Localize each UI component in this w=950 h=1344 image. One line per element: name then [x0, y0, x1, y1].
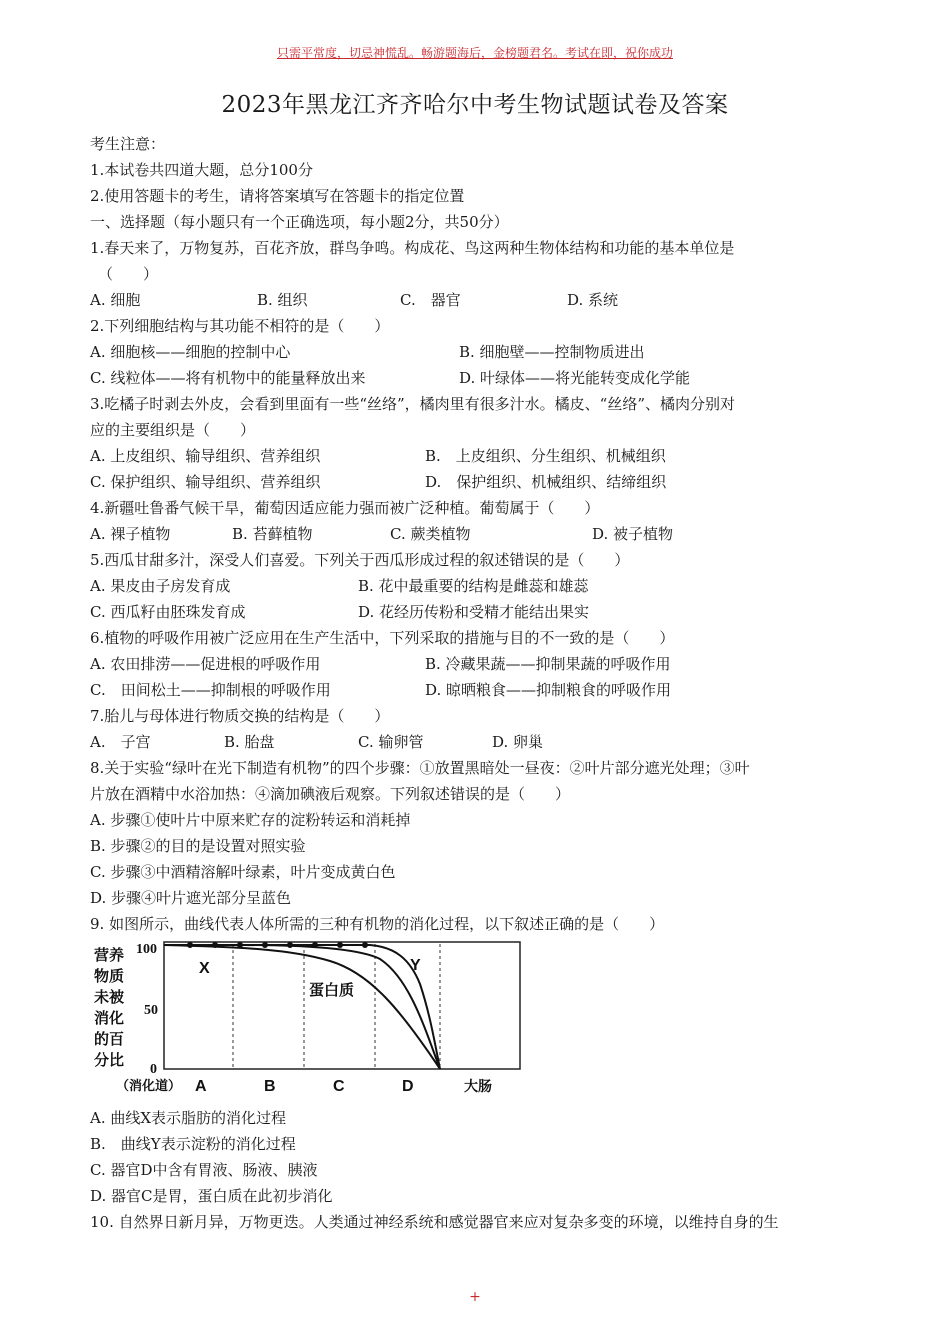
notice-item: 1.本试卷共四道大题，总分100分 — [90, 161, 313, 179]
option-a: A. 细胞 — [90, 291, 141, 309]
digestion-figure — [90, 939, 530, 1099]
curve-dot — [187, 942, 193, 948]
top-banner: 只需平常度，切忌神慌乱。畅游题海后，金榜题君名。考试在即，祝你成功 — [276, 46, 673, 60]
option-a: A. 上皮组织、输导组织、营养组织 — [90, 447, 321, 465]
option-a: A. 农田排涝——促进根的呼吸作用 — [90, 655, 321, 673]
question-stem: 2.下列细胞结构与其功能不相符的是（ ） — [90, 317, 390, 335]
option-a: A. 细胞核——细胞的控制中心 — [90, 343, 291, 361]
y-label-line: 分比 — [94, 1052, 125, 1069]
question-stem: 片放在酒精中水浴加热：④滴加碘液后观察。下列叙述错误的是（ ） — [90, 785, 571, 803]
option-row — [90, 599, 880, 625]
x-tick-label: B — [264, 1078, 276, 1095]
footer-mark: + — [469, 1289, 481, 1305]
option-d: D. 晾晒粮食——抑制粮食的呼吸作用 — [425, 681, 672, 699]
option-a: A. 果皮由子房发育成 — [90, 577, 231, 595]
option-c: C. 西瓜籽由胚珠发育成 — [90, 603, 246, 621]
question-stem: （ ） — [98, 265, 159, 283]
notice-item: 2.使用答题卡的考生，请将答案填写在答题卡的指定位置 — [90, 187, 465, 205]
option-row — [90, 469, 880, 495]
option-b: B. 曲线Y表示淀粉的消化过程 — [90, 1135, 296, 1153]
curve-label-protein: 蛋白质 — [309, 982, 355, 999]
curve-dot — [312, 942, 318, 948]
option-row — [90, 287, 880, 313]
curve-label-y: Y — [410, 957, 421, 974]
curve-label-x: X — [199, 960, 210, 977]
question-stem: 10. 自然界日新月异，万物更迭。人类通过神经系统和感觉器官来应对复杂多变的环境，以维持自身的生 — [90, 1213, 779, 1231]
question-stem: 6.植物的呼吸作用被广泛应用在生产生活中，下列采取的措施与目的不一致的是（ ） — [90, 629, 675, 647]
x-tick-label: A — [195, 1078, 207, 1095]
y-label-line: 营养 — [94, 947, 125, 964]
option-c: C. 保护组织、输导组织、营养组织 — [90, 473, 321, 491]
curve-dot — [362, 942, 368, 948]
option-c: C. 田间松土——抑制根的呼吸作用 — [90, 681, 331, 699]
option-a: A. 曲线X表示脂肪的消化过程 — [90, 1109, 287, 1127]
option-row — [90, 339, 880, 365]
option-d: D. 系统 — [567, 291, 619, 309]
option-c: C. 器官D中含有胃液、肠液、胰液 — [90, 1161, 318, 1179]
x-axis-label: （消化道） — [116, 1078, 182, 1093]
curve-dot — [262, 942, 268, 948]
question-stem: 1.春天来了，万物复苏，百花齐放，群鸟争鸣。构成花、鸟这两种生物体结构和功能的基本单位是 — [90, 239, 735, 257]
option-row — [90, 651, 880, 677]
question-stem: 8.关于实验“绿叶在光下制造有机物”的四个步骤：①放置黑暗处一昼夜：②叶片部分遮光处理；③叶 — [90, 759, 750, 777]
exam-content — [90, 131, 880, 1235]
option-c: C. 器官 — [400, 291, 461, 309]
option-b: B. 上皮组织、分生组织、机械组织 — [425, 447, 666, 465]
option-b: B. 胎盘 — [224, 733, 275, 751]
y-label-line: 未被 — [94, 989, 125, 1006]
question-stem: 4.新疆吐鲁番气候干旱，葡萄因适应能力强而被广泛种植。葡萄属于（ ） — [90, 499, 600, 517]
option-b: B. 组织 — [257, 291, 308, 309]
option-d: D. 保护组织、机械组织、结缔组织 — [425, 473, 667, 491]
option-b: B. 苔藓植物 — [232, 525, 313, 543]
curve-dot — [337, 942, 343, 948]
y-tick-label: 0 — [150, 1062, 157, 1077]
option-row — [90, 677, 880, 703]
option-row — [90, 365, 880, 391]
option-row — [90, 729, 880, 755]
question-stem: 7.胎儿与母体进行物质交换的结构是（ ） — [90, 707, 390, 725]
option-d: D. 被子植物 — [592, 525, 674, 543]
option-row — [90, 443, 880, 469]
x-tick-label: D — [402, 1078, 414, 1095]
option-c: C. 线粒体——将有机物中的能量释放出来 — [90, 369, 366, 387]
curve-dot — [212, 942, 218, 948]
option-a: A. 子宫 — [90, 733, 151, 751]
option-c: C. 步骤③中酒精溶解叶绿素，叶片变成黄白色 — [90, 863, 396, 881]
x-tick-label: 大肠 — [464, 1078, 492, 1094]
digestion-curve-chart — [90, 939, 530, 1099]
option-a: A. 裸子植物 — [90, 525, 171, 543]
x-tick-label: C — [333, 1078, 345, 1095]
option-d: D. 叶绿体——将光能转变成化学能 — [459, 369, 691, 387]
option-c: C. 蕨类植物 — [390, 525, 471, 543]
option-b: B. 步骤②的目的是设置对照实验 — [90, 837, 306, 855]
y-tick-label: 100 — [136, 942, 157, 957]
option-b: B. 冷藏果蔬——抑制果蔬的呼吸作用 — [425, 655, 671, 673]
y-label-line: 物质 — [94, 968, 125, 985]
question-stem: 5.西瓜甘甜多汁，深受人们喜爱。下列关于西瓜形成过程的叙述错误的是（ ） — [90, 551, 630, 569]
option-row — [90, 521, 880, 547]
option-row — [90, 573, 880, 599]
question-stem: 应的主要组织是（ ） — [90, 421, 256, 439]
plot-frame — [164, 942, 520, 1069]
y-tick-label: 50 — [144, 1003, 158, 1018]
notice-heading: 考生注意： — [90, 135, 166, 153]
option-c: C. 输卵管 — [358, 733, 424, 751]
option-d: D. 卵巢 — [492, 733, 544, 751]
y-label-line: 消化 — [94, 1010, 125, 1027]
option-b: B. 花中最重要的结构是雌蕊和雄蕊 — [358, 577, 589, 595]
option-d: D. 花经历传粉和受精才能结出果实 — [358, 603, 590, 621]
page-title: 2023年黑龙江齐齐哈尔中考生物试题试卷及答案 — [221, 92, 729, 118]
option-a: A. 步骤①使叶片中原来贮存的淀粉转运和消耗掉 — [90, 811, 411, 829]
option-b: B. 细胞壁——控制物质进出 — [459, 343, 645, 361]
question-stem: 9. 如图所示，曲线代表人体所需的三种有机物的消化过程，以下叙述正确的是（ ） — [90, 915, 665, 933]
curve-dot — [287, 942, 293, 948]
option-d: D. 步骤④叶片遮光部分呈蓝色 — [90, 889, 292, 907]
question-stem: 3.吃橘子时剥去外皮，会看到里面有一些“丝络”，橘肉里有很多汁水。橘皮、“丝络”、橘肉分别对 — [90, 395, 735, 413]
option-d: D. 器官C是胃，蛋白质在此初步消化 — [90, 1187, 333, 1205]
section-heading: 一、选择题（每小题只有一个正确选项，每小题2分，共50分） — [90, 213, 509, 231]
y-label-line: 的百 — [94, 1031, 125, 1048]
curve-dot — [237, 942, 243, 948]
